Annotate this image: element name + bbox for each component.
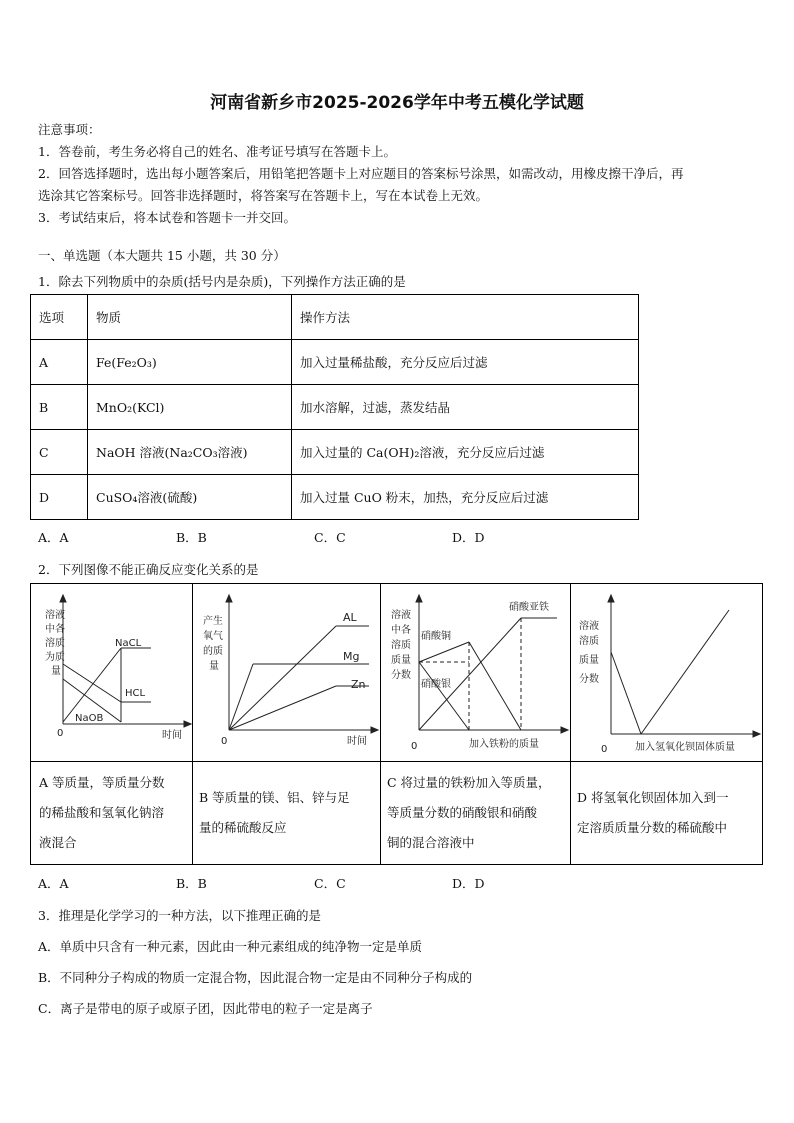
graph-d-line: [611, 652, 641, 734]
table-cell: A: [31, 340, 88, 385]
graph-d-ylabel: 质量: [579, 655, 599, 666]
caption-line: 液混合: [39, 835, 77, 850]
q3-option-a[interactable]: A．单质中只含有一种元素，因此由一种元素组成的纯净物一定是单质: [38, 939, 423, 954]
graph-b-ylabel: 量: [209, 661, 219, 672]
graph-b-x-arrow: [371, 727, 378, 733]
option-d[interactable]: D．D: [452, 530, 485, 545]
graph-c-origin: 0: [411, 741, 418, 752]
option-c[interactable]: C．C: [314, 530, 346, 545]
table-cell: MnO₂(KCl): [88, 385, 292, 430]
graph-b-ylabel: 氧气: [203, 631, 223, 642]
caption-c: [387, 768, 551, 858]
graph-c-xlabel: 加入铁粉的质量: [469, 739, 539, 750]
graph-d-xlabel: 加入氢氧化钡固体质量: [635, 742, 735, 753]
q3-stem: 3．推理是化学学习的一种方法，以下推理正确的是: [38, 908, 321, 923]
graph-d-origin: 0: [601, 744, 608, 755]
graph-b-ylabel: 产生: [203, 616, 223, 627]
graph-a-label: NaOB: [75, 713, 104, 724]
option-a[interactable]: A．A: [38, 530, 69, 545]
option-b[interactable]: B．B: [176, 530, 207, 545]
table-cell: 加水溶解，过滤，蒸发结晶: [292, 385, 639, 430]
table-row: [31, 430, 639, 475]
graph-c: [381, 584, 570, 761]
caption-d: [577, 783, 729, 843]
graph-a-y-arrow: [60, 595, 66, 602]
graph-d-ylabel: 分数: [579, 674, 599, 685]
table-cell: Fe(Fe₂O₃): [88, 340, 292, 385]
graph-c-cuno3-line: [469, 642, 521, 730]
graph-a-x-arrow: [184, 721, 191, 727]
graph-c-label: 硝酸铜: [421, 631, 451, 642]
graph-d-ylabel: 溶液: [579, 621, 599, 632]
table-cell: 加入过量的 Ca(OH)₂溶液，充分反应后过滤: [292, 430, 639, 475]
graph-b-label: AL: [343, 611, 357, 624]
table-row: [31, 385, 639, 430]
graph-b-label: Mg: [343, 650, 360, 663]
graph-a-label: HCL: [125, 688, 146, 699]
graph-d-line: [641, 610, 729, 734]
notice-item: 3．考试结束后，将本试卷和答题卡一并交回。: [38, 210, 296, 225]
option-c[interactable]: C．C: [314, 876, 346, 891]
graph-c-y-arrow: [416, 595, 422, 602]
q3-option-c[interactable]: C．离子是带电的原子或原子团，因此带电的粒子一定是离子: [38, 1001, 373, 1016]
graph-b-y-arrow: [226, 595, 232, 602]
graph-c-ylabel: 质量: [391, 655, 411, 666]
graph-a-origin: 0: [57, 728, 64, 739]
graph-b-label: Zn: [351, 678, 366, 691]
graph-b-mg-line: [229, 664, 253, 730]
graph-c-label: 硝酸银: [421, 679, 451, 690]
table-row: [31, 340, 639, 385]
graph-a-hcl-line: [63, 664, 121, 702]
q1-stem: 1．除去下列物质中的杂质(括号内是杂质)，下列操作方法正确的是: [38, 274, 406, 289]
graph-b-origin: 0: [221, 736, 228, 747]
graph-b-al-line: [229, 626, 336, 730]
graph-c-ylabel: 中各: [391, 625, 411, 636]
table-cell: NaOH 溶液(Na₂CO₃溶液): [88, 430, 292, 475]
table-cell: D: [31, 475, 88, 520]
graph-a-ylabel: 量: [51, 666, 61, 677]
graph-a-ylabel: 为质: [45, 652, 65, 663]
graph-d-y-arrow: [608, 595, 614, 602]
table-cell: CuSO₄溶液(硫酸): [88, 475, 292, 520]
notice-item: 2．回答选择题时，选出每小题答案后，用铅笔把答题卡上对应题目的答案标号涂黑，如需改动，用橡皮擦干净后，再: [38, 166, 684, 181]
caption-line: 铜的混合溶液中: [387, 835, 475, 850]
q3-option-b[interactable]: B．不同种分子构成的物质一定混合物，因此混合物一定是由不同种分子构成的: [38, 970, 473, 985]
graph-c-ylabel: 溶质: [391, 640, 411, 651]
q2-stem: 2．下列图像不能正确反应变化关系的是: [38, 562, 259, 577]
graph-a-label: NaCL: [115, 638, 142, 649]
notice-item: 选涂其它答案标号。回答非选择题时，将答案写在答题卡上，写在本试卷上无效。: [38, 188, 489, 203]
graph-b-zn-line: [229, 686, 336, 730]
table-header-row: [31, 295, 639, 340]
table-cell: C: [31, 430, 88, 475]
graph-a-ylabel: 溶质: [45, 638, 65, 649]
graph-d-ylabel: 溶质: [579, 636, 599, 647]
graph-c-cuno3-line: [419, 642, 469, 662]
graph-a-ylabel: 中各: [45, 624, 65, 635]
table-header: 操作方法: [292, 295, 639, 340]
table-header: 选项: [31, 295, 88, 340]
graph-b-ylabel: 的质: [203, 646, 223, 657]
caption-line: D 将氢氧化钡固体加入到一: [577, 790, 729, 805]
page-title: 河南省新乡市2025-2026学年中考五模化学试题: [210, 93, 584, 113]
graph-b-xlabel: 时间: [347, 736, 367, 747]
graph-c-ylabel: 溶液: [391, 610, 411, 621]
graph-b: [193, 584, 380, 761]
graph-d: [571, 584, 764, 761]
option-d[interactable]: D．D: [452, 876, 485, 891]
caption-line: 量的稀硫酸反应: [199, 820, 287, 835]
graph-d-x-arrow: [753, 731, 760, 737]
notice-item: 1．答卷前，考生务必将自己的姓名、准考证号填写在答题卡上。: [38, 144, 396, 159]
q2-options: [38, 874, 590, 892]
q1-table: [30, 294, 639, 520]
caption-line: B 等质量的镁、铝、锌与足: [199, 790, 350, 805]
caption-b: [199, 783, 350, 843]
caption-line: 的稀盐酸和氢氧化钠溶: [39, 805, 165, 820]
table-header: 物质: [88, 295, 292, 340]
caption-line: 定溶质质量分数的稀硫酸中: [577, 820, 728, 835]
graph-c-x-arrow: [561, 727, 568, 733]
table-row: [31, 475, 639, 520]
graph-c-ylabel: 分数: [391, 670, 411, 681]
table-cell: B: [31, 385, 88, 430]
q2-graph-grid: [30, 583, 763, 865]
caption-line: C 将过量的铁粉加入等质量，: [387, 775, 551, 790]
q1-options: [38, 528, 590, 546]
option-b[interactable]: B．B: [176, 876, 207, 891]
caption-a: [39, 768, 165, 858]
graph-c-agno3-line: [419, 662, 469, 730]
graph-a: [31, 584, 192, 761]
caption-line: A 等质量，等质量分数: [39, 775, 165, 790]
caption-line: 等质量分数的硝酸银和硝酸: [387, 805, 538, 820]
graph-a-xlabel: 时间: [162, 730, 182, 741]
notice-heading: 注意事项：: [38, 122, 101, 137]
option-a[interactable]: A．A: [38, 876, 69, 891]
table-cell: 加入过量稀盐酸，充分反应后过滤: [292, 340, 639, 385]
table-cell: 加入过量 CuO 粉末，加热，充分反应后过滤: [292, 475, 639, 520]
graph-c-label: 硝酸亚铁: [509, 602, 549, 613]
graph-a-ylabel: 溶液: [45, 610, 65, 621]
section-heading: 一、单选题（本大题共 15 小题，共 30 分）: [38, 248, 286, 263]
